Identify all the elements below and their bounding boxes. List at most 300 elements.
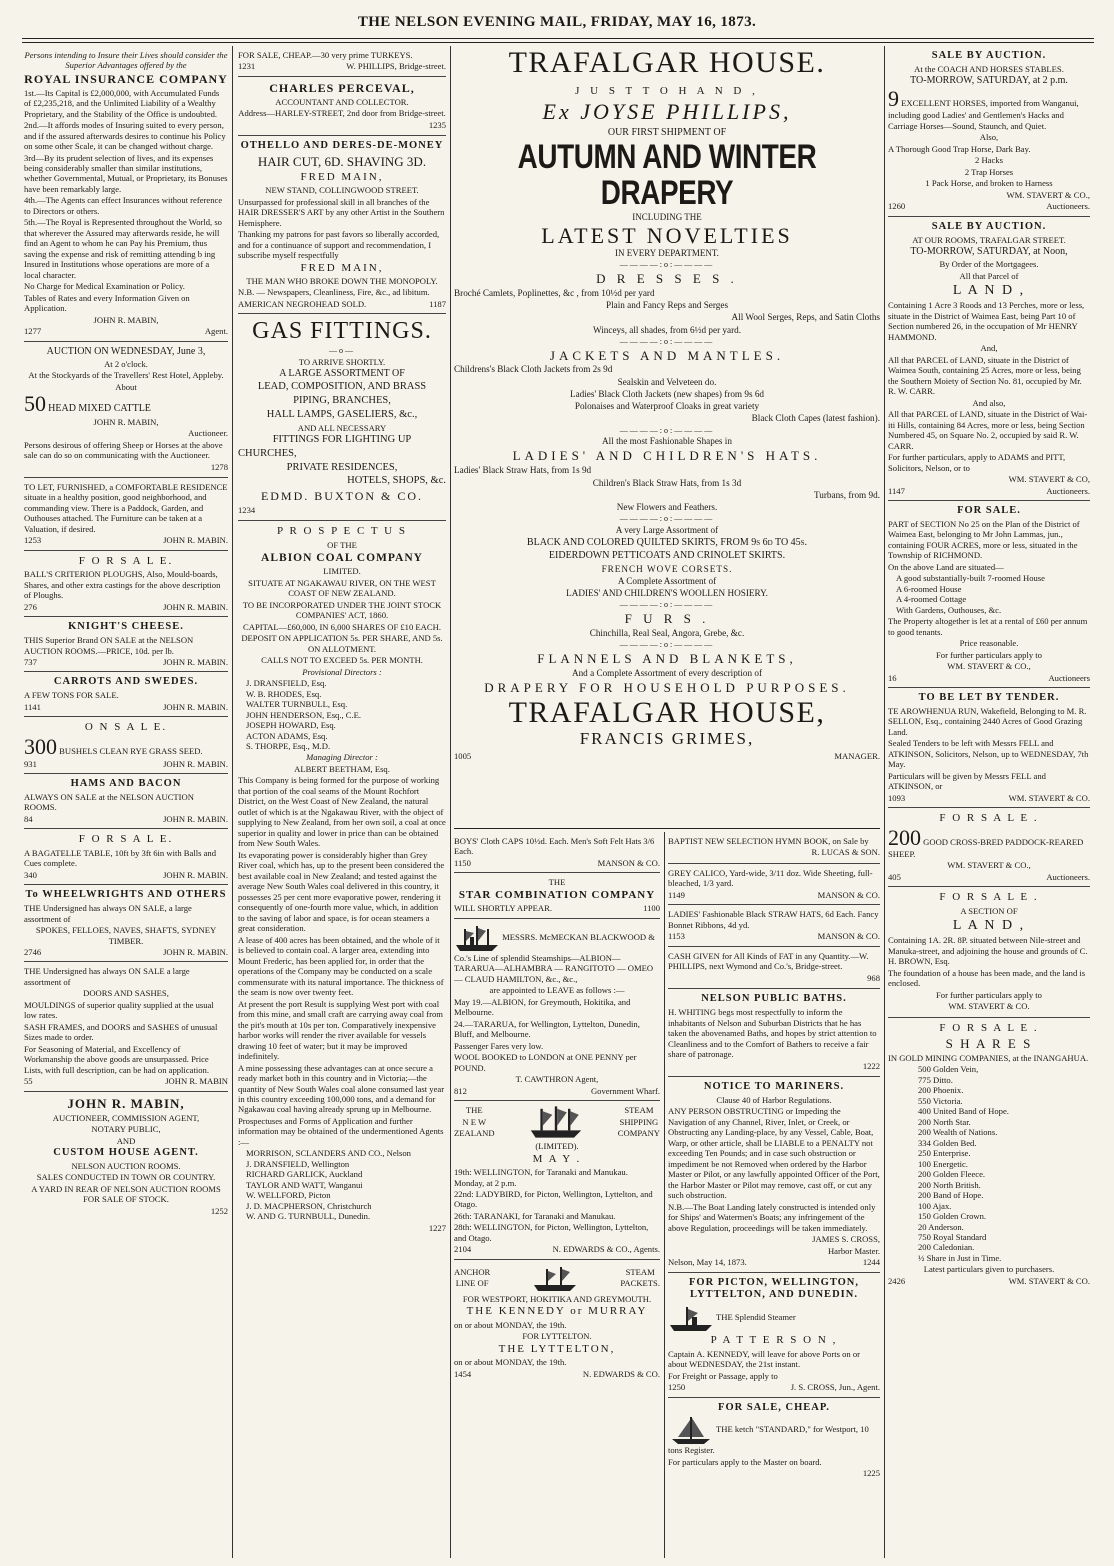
forsale-item: With Gardens, Outhouses, &c.	[896, 604, 1002, 615]
separator: ————:o:————	[619, 425, 715, 435]
gas-line: HOTELS, SHOPS, &c.	[347, 475, 446, 487]
ad-number: 737	[24, 657, 37, 667]
share-item: 750 Royal Standard	[918, 1232, 987, 1242]
turkeys-signer: W. PHILLIPS, Bridge-street.	[346, 61, 446, 72]
prospectus-md-name: ALBERT BEETHAM, Esq.	[294, 763, 390, 774]
ad-number: 55	[24, 1076, 33, 1087]
calico-ad	[668, 864, 880, 905]
forsale-title: FOR SALE.	[957, 505, 1021, 517]
forsale-item: A good substantially-built 7-roomed House	[896, 573, 1045, 584]
tender-text: TE AROWHENUA RUN, Wakefield, Belonging to M. R. SELLON, Esq., containing 2440 Acres of Good Grazing Land.	[888, 705, 1087, 737]
picton-signer: J. S. CROSS, Jun., Agent.	[790, 1382, 880, 1393]
dress-line: Broché Camlets, Poplinettes, &c , from 10½d per yard	[454, 287, 655, 298]
trafalgar-title-2: TRAFALGAR HOUSE,	[508, 695, 826, 729]
ad-number: 1231	[238, 61, 256, 72]
perceval-ad	[238, 77, 446, 136]
ad-number: 1252	[210, 1205, 228, 1216]
hair-name-2: FRED MAIN,	[300, 261, 384, 274]
nz-word: N E W	[462, 1116, 487, 1127]
separator: ————:o:————	[619, 600, 715, 610]
prospectus-para: Prospectuses and Forms of Application and further information may be obtained of the undermentioned Agents :—	[238, 1115, 444, 1147]
insurance-intro: Persons intending to Insure their Lives should consider the Superior Advantages offered by the	[24, 50, 228, 71]
onsale-text: BUSHELS CLEAN RYE GRASS SEED.	[59, 745, 203, 756]
tender-sealed: Sealed Tenders to be left with Messrs FELL and ATKINSON, Solicitors, Nelson, up to WEDNESDAY, 7th May.	[888, 738, 1089, 770]
separator: ————:o:————	[619, 260, 715, 270]
anchor-when: on or about MONDAY, the 19th.	[454, 1319, 567, 1330]
auct1-line: 2 Hacks	[975, 155, 1003, 166]
auction-role: Auctioneer.	[188, 428, 228, 439]
insurance-no-charge: No Charge for Medical Examination or Policy.	[24, 281, 185, 292]
star-the: THE	[548, 877, 566, 888]
hair-motto: THE MAN WHO BROKE DOWN THE MONOPOLY.	[246, 275, 438, 286]
picton-text: THE Splendid Steamer	[716, 1312, 796, 1323]
onsale-count: 300	[24, 733, 57, 759]
hams-signer: JOHN R. MABIN.	[163, 813, 228, 824]
gas-line: AND ALL NECESSARY	[297, 422, 387, 433]
shares-title: F O R S A L E .	[939, 1021, 1039, 1034]
ketch-icon	[668, 1415, 714, 1445]
nz-sailing: 19th: WELLINGTON, for Taranaki and Manukau. Monday, at 2 p.m.	[454, 1167, 628, 1188]
jacket-line: Polonaises and Waterproof Cloaks in great variety	[574, 401, 760, 412]
mabin-line: AUCTIONEER, COMMISSION AGENT,	[52, 1112, 200, 1123]
fat-ad	[668, 947, 880, 989]
jacket-line: Sealskin and Velveteen do.	[617, 376, 717, 387]
cheap-apply: For particulars apply to the Master on board.	[668, 1456, 822, 1467]
tender-particulars: Particulars will be given by Messrs FELL and ATKINSON, or	[888, 770, 1046, 792]
ad-number: 1250	[668, 1382, 686, 1393]
baths-ad	[668, 989, 880, 1077]
ad-number: 812	[454, 1085, 467, 1096]
straw-signer: MANSON & CO.	[817, 931, 880, 942]
perceval-addr: Address—HARLEY-STREET, 2nd door from Bridge-street.	[238, 108, 446, 119]
gas-line: LEAD, COMPOSITION, AND BRASS	[257, 381, 427, 393]
column-5	[888, 46, 1090, 1558]
cheese-text: THIS Superior Brand ON SALE at the NELSON AUCTION ROOMS.—PRICE, 10d. per lb.	[24, 635, 194, 656]
doors-ad	[24, 962, 228, 1091]
to-let-ad	[24, 478, 228, 551]
auction-place: At the Stockyards of the Travellers' Rest Hotel, Appleby.	[28, 370, 224, 381]
ploughs-title: F O R S A L E.	[78, 554, 174, 567]
picton-ship: P A T T E R S O N ,	[710, 1334, 838, 1347]
wheelwrights-ad	[24, 885, 228, 962]
prospectus-md: Managing Director :	[306, 752, 378, 763]
ad-number: 931	[24, 758, 37, 769]
director: W. B. RHODES, Esq.	[246, 688, 322, 699]
ploughs-signer: JOHN R. MABIN.	[163, 601, 228, 612]
prospectus-deposit: DEPOSIT ON APPLICATION 5s. PER SHARE, AND 5s. ON ALLOTMENT.	[241, 633, 443, 654]
mabin-card	[24, 1092, 228, 1222]
ad-number: 16	[888, 672, 897, 683]
mariners-role: Harbor Master.	[827, 1245, 880, 1256]
column-rule	[664, 832, 665, 1558]
prospectus-para: This Company is being formed for the purpose of working that portion of the coal seams of the Mount Rochfort District, on the West Coast of New Zealand, the natural outlet of which is at the Ngakawau River, with the object of supplying to New Zealand, from her own soil, a coal at once superior in quality and lower in price than can be obtained from New South Wales.	[238, 775, 446, 849]
jacket-line: Childrens's Black Cloth Jackets from 2s 9d	[454, 364, 613, 375]
ad-number: 1147	[888, 485, 905, 496]
anchor-for-2: FOR LYTTELTON.	[522, 1331, 592, 1342]
director: ACTON ADAMS, Esq.	[246, 730, 328, 741]
doors-sash: SASH FRAMES, and DOORS and SASHES of unusual Sizes made to order.	[24, 1021, 218, 1043]
column-3b	[668, 832, 880, 1558]
hymn-ad	[668, 832, 880, 864]
tender-title: TO BE LET BY TENDER.	[918, 692, 1060, 704]
mabin-line: SALES CONDUCTED IN TOWN OR COUNTRY.	[36, 1172, 216, 1183]
sheep-role: Auctioneers.	[1046, 871, 1090, 882]
column-3a	[454, 832, 660, 1558]
patterson-ad	[668, 1273, 880, 1398]
carrots-ad	[24, 672, 228, 717]
mabin-line: NELSON AUCTION ROOMS.	[71, 1160, 181, 1171]
mcmeckan-sailing: 24.—TARARUA, for Wellington, Lyttelton, Dunedin, Bluff, and Melbourne.	[454, 1018, 640, 1040]
turkeys-text: FOR SALE, CHEAP.—30 very prime TURKEYS.	[238, 50, 413, 60]
forsale-price: Price reasonable.	[959, 638, 1019, 649]
auct1-line: 1 Pack Horse, and broken to Harness	[925, 178, 1053, 189]
anchor-word: PACKETS.	[620, 1278, 660, 1289]
auction-count: 50	[24, 391, 46, 417]
carrots-text: A FEW TONS FOR SALE.	[24, 690, 119, 701]
hair-title: OTHELLO AND DERES-DE-MONEY	[240, 140, 444, 152]
mcmeckan-ad	[454, 919, 660, 1101]
horse-auction-ad	[888, 46, 1090, 217]
auct2-role: Auctioneers.	[1046, 485, 1090, 496]
section-land: L A N D ,	[952, 918, 1026, 934]
insurance-point: 3rd—By its prudent selection of lives, and its expenses being considerably smaller than similar institutions, whether Governmental, Mutual, or Proprietary, its Bonuses have been remarkably large.	[24, 152, 228, 194]
hams-title: HAMS AND BACON	[70, 778, 182, 790]
shares-list	[888, 1064, 1090, 1263]
auct1-signer: WM. STAVERT & CO.,	[1006, 189, 1090, 200]
mcmeckan-fares: Passenger Fares very low.	[454, 1040, 544, 1051]
share-item: 334 Golden Bed.	[918, 1137, 977, 1148]
straw-hats-ad	[668, 905, 880, 946]
just-to-hand: J U S T T O H A N D ,	[575, 84, 759, 97]
director: WALTER TURNBULL, Esq.	[246, 699, 348, 710]
dresses-heading: D R E S S E S .	[596, 271, 738, 287]
mabin-line: A YARD IN REAR OF NELSON AUCTION ROOMS FOR SALE OF STOCK.	[31, 1183, 221, 1205]
first-shipment: OUR FIRST SHIPMENT OF	[607, 126, 727, 138]
ploughs-text: BALL'S CRITERION PLOUGHS, Also, Mould-boards, Shares, and other extra castings for the above description of Ploughs.	[24, 569, 221, 601]
cheese-signer: JOHN R. MABIN.	[163, 657, 228, 667]
section-a: A SECTION OF	[960, 905, 1018, 916]
jackets-heading: JACKETS AND MANTLES.	[549, 347, 785, 363]
ad-number: 1244	[862, 1257, 880, 1268]
separator: ————:o:————	[619, 640, 715, 650]
ad-number: 1253	[24, 535, 42, 546]
share-item: 500 Golden Vein,	[918, 1064, 979, 1075]
ad-number: 340	[24, 869, 37, 880]
nz-word: SHIPPING	[619, 1116, 659, 1127]
mcmeckan-agent: T. CAWTHRON Agent,	[515, 1074, 599, 1085]
auction-time: At 2 o'clock.	[104, 358, 148, 369]
insurance-point: 1st.—Its Capital is £2,000,000, with Accumulated Funds of £2,235,218, and the Unlimited Liability of a Wealthy Proprietary, and the Stability of the Office is undoubted.	[24, 87, 220, 119]
share-item: 200 Caledonian.	[918, 1242, 975, 1253]
wheel-text: THE Undersigned has always ON SALE, a large assortment of	[24, 903, 192, 924]
auct2-parcel: All that Parcel of	[959, 270, 1019, 281]
section-signer: WM. STAVERT & CO.	[948, 1001, 1030, 1012]
insurance-ad	[24, 46, 228, 342]
calico-text: GREY CALICO, Yard-wide, 3/11 doz. Wide Sheeting, full-bleached, 1/3 yard.	[668, 867, 873, 889]
star-company-ad	[454, 873, 660, 918]
picton-freight: For Freight or Passage, apply to	[668, 1370, 778, 1381]
ad-number: 1187	[429, 298, 446, 309]
share-item: 250 Enterprise.	[918, 1148, 971, 1159]
cheap-title: FOR SALE, CHEAP.	[718, 1401, 830, 1413]
cheap-text: THE ketch "STANDARD," for Westport, 10 tons Register.	[668, 1424, 869, 1456]
auct1-when: TO-MORROW, SATURDAY, at 2 p.m.	[910, 75, 1068, 87]
furs-line: Chinchilla, Real Seal, Angora, Grebe, &c.	[589, 627, 745, 638]
doors-text: THE Undersigned has always ON SALE a large assortment of	[24, 966, 190, 987]
nz-month: M A Y .	[532, 1152, 582, 1165]
auct1-place: At the COACH AND HORSES STABLES.	[914, 63, 1064, 74]
mcmeckan-sailing: May 19.—ALBION, for Greymouth, Hokitika, and Melbourne.	[454, 996, 631, 1018]
latest-novelties: LATEST NOVELTIES	[541, 223, 793, 249]
sheep-title: F O R S A L E .	[939, 812, 1039, 825]
forsale-land: On the above Land are situated—	[888, 561, 1004, 572]
anchor-ship: THE KENNEDY or MURRAY	[466, 1305, 648, 1318]
nz-limited: (LIMITED).	[535, 1141, 579, 1152]
mcmeckan-text: MESSRS. McMECKAN BLACKWOOD & Co.'s Line of splendid Steamships—ALBION—TARARUA—ALHAMBRA — RANGITOTO — OMEO — CLAUD HAMILTON, &c., &c.,	[454, 931, 655, 984]
ad-number: 1222	[862, 1060, 880, 1071]
doors-moulding: MOULDINGS of superior quality supplied at the usual low rates.	[24, 999, 214, 1021]
bagatelle-signer: JOHN R. MABIN.	[163, 869, 228, 880]
sheep-text: GOOD CROSS-BRED PADDOCK-REARED SHEEP.	[888, 836, 1084, 859]
column-2	[238, 46, 446, 1558]
auct2-title: SALE BY AUCTION.	[931, 220, 1047, 232]
prospectus-provisional: Provisional Directors :	[302, 666, 382, 677]
prospectus-of: OF THE	[327, 539, 357, 550]
jacket-line: Black Cloth Capes (latest fashion).	[751, 413, 880, 424]
hat-line: Ladies' Black Straw Hats, from 1s 9d	[454, 465, 592, 476]
sheep-signer: WM. STAVERT & CO.,	[947, 860, 1031, 871]
insurance-point: 2nd.—It affords modes of Insuring suited to every person, and if the assured afterwards desires to continue his Policy on some other Scale, it can be changed without charge.	[24, 120, 226, 152]
auct2-signer: WM. STAVERT & CO,	[1008, 474, 1090, 485]
prospectus-company: ALBION COAL COMPANY	[261, 552, 423, 565]
baths-text: H. WHITING begs most respectfully to inform the inhabitants of Nelson and Suburban Districts that he has taken the abovenamed Baths, and hopes by strict attention to Cleanliness and to the Comfort of Bathers to receive a fair share of patronage.	[668, 1007, 877, 1060]
steamship-icon	[668, 1303, 714, 1333]
manager-label: MANAGER.	[834, 750, 880, 761]
mariners-signer: JAMES S. CROSS,	[812, 1234, 880, 1245]
gas-line: FITTINGS FOR LIGHTING UP	[272, 434, 412, 446]
dress-line: Winceys, all shades, from 6½d per yard.	[592, 324, 742, 335]
ad-number: 1235	[428, 119, 446, 130]
hams-ad	[24, 774, 228, 829]
ad-number: 2746	[24, 946, 42, 957]
skirt-line: EIDERDOWN PETTICOATS AND CRINOLET SKIRTS.	[548, 550, 786, 562]
calico-signer: MANSON & CO.	[817, 889, 880, 900]
shares-latest: Latest particulars given to purchasers.	[923, 1264, 1055, 1275]
anchor-word: ANCHOR	[454, 1266, 491, 1277]
auct2-para: For further particulars, apply to ADAMS and PITT, Solicitors, Nelson, or to	[888, 452, 1066, 473]
steamship-icon	[454, 923, 500, 953]
masthead-rule-2	[22, 42, 1094, 43]
ad-number: 405	[888, 871, 901, 882]
doors-items: DOORS AND SASHES,	[83, 988, 169, 999]
masthead: THE NELSON EVENING MAIL, FRIDAY, MAY 16, 1873.	[357, 14, 757, 30]
bagatelle-title: F O R S A L E.	[78, 833, 174, 846]
turkeys-ad	[238, 46, 446, 77]
mabin-name: JOHN R. MABIN,	[67, 1095, 185, 1111]
nz-sailing: 28th: WELLINGTON, for Picton, Wellington, Lyttelton, and Otago.	[454, 1222, 649, 1243]
cheese-ad	[24, 617, 228, 672]
separator: ————:o:————	[619, 514, 715, 524]
prospectus-inc: TO BE INCORPORATED UNDER THE JOINT STOCK COMPANIES' ACT, 1860.	[242, 599, 442, 621]
forsale-text: PART of SECTION No 25 on the Plan of the District of Waimea East, belonging to Mr John Lammas, jun., containing FOUR ACRES, more or less, situated in the Township of RICHMOND.	[888, 518, 1080, 561]
ad-number: 1149	[668, 889, 685, 900]
agent: J. DRANSFIELD, Wellington	[246, 1158, 350, 1169]
section-sale-ad	[888, 887, 1090, 1017]
skirt-line: A Complete Assortment of	[617, 575, 717, 586]
column-rule	[232, 46, 233, 1558]
auct2-para: Containing 1 Acre 3 Roods and 13 Perches, more or less, situate in the District of Waimea East, being Part 10 of Section numbered 26, in the occupation of Mr HENRY HAMMOND.	[888, 300, 1085, 342]
autumn-drapery: AUTUMN AND WINTER DRAPERY	[517, 137, 817, 212]
share-item: 200 Golden Fleece.	[918, 1169, 986, 1180]
share-item: 100 Energetic.	[918, 1158, 968, 1169]
prospectus-para: A lease of 400 acres has been obtained, and the whole of it is believed to contain coal. A larger area, extending into Mount Frederic, has been applied for, in order that the operations of the Company may be conducted on a scale commensurate with its natural importance. The thickness of the seam is now over twenty feet.	[238, 934, 444, 998]
gas-fittings-ad	[238, 314, 446, 521]
fat-text: CASH GIVEN for All Kinds of FAT in any Quantity.—W. PHILLIPS, next Wymond and Co.'s, Bridge-street.	[668, 950, 869, 972]
onsale-signer: JOHN R. MABIN.	[163, 758, 228, 769]
every-department: IN EVERY DEPARTMENT.	[615, 248, 719, 259]
carrots-signer: JOHN R. MABIN.	[163, 701, 228, 712]
ploughs-ad	[24, 551, 228, 617]
furs-heading: F U R S .	[624, 610, 710, 626]
shares-sale-ad	[888, 1018, 1090, 1291]
trafalgar-house-ad	[454, 46, 880, 832]
agent: MORRISON, SCLANDERS AND CO., Nelson	[246, 1148, 411, 1159]
insurance-company: ROYAL INSURANCE COMPANY	[24, 71, 228, 86]
doors-season: For Seasoning of Material, and Excellency of Workmanship the above goods are unsurpassed. Price Lists, with full description, can be had on application.	[24, 1043, 209, 1075]
prospectus-para: Its evaporating power is considerably higher than Grey River coal, which has, up to the present been considered the best available coal in New Zealand; and tested against the average New South Wales coal delivered in this country, it possesses 25 per cent more evaporative power, rendering it consequently of one-fourth more value, which, in addition to the saving of labor and space, is for ocean steamers a great consideration.	[238, 849, 445, 934]
ad-number: 1278	[210, 461, 228, 472]
mariners-notice	[668, 1077, 880, 1273]
trafalgar-title: TRAFALGAR HOUSE.	[508, 46, 826, 79]
mariners-date: Nelson, May 14, 1873.	[668, 1257, 747, 1268]
section-apply: For further particulars apply to	[936, 989, 1042, 1000]
share-item: 200 Band of Hope.	[918, 1190, 984, 1201]
rye-grass-ad	[24, 717, 228, 774]
skirt-line: FRENCH WOVE CORSETS.	[601, 563, 733, 574]
gas-arrive: TO ARRIVE SHORTLY.	[298, 356, 386, 367]
insurance-signer: JOHN R. MABIN,	[93, 314, 159, 325]
mariners-text: ANY PERSON OBSTRUCTING or Impeding the Navigation of any Channel, River, Inlet, or Creek, or Obstructing any Landing-place, by any Vessel, Cable, Boat, Warp, or other article, shall be LIABLE to a PENALTY not exceeding Ten Pounds; and in case such obstruction or impediment be not Removed when ordered by the Harbor Master or Pilot, or any lawfully appointed Officer of the Port, the Harbor Master or Pilot may remove, cast off, or cut any such obstruction.	[668, 1106, 880, 1201]
mabin-line: AND	[116, 1135, 136, 1146]
auct1-title: SALE BY AUCTION.	[931, 50, 1047, 61]
cattle-auction-ad	[24, 342, 228, 478]
auct2-order: By Order of the Mortgagees.	[939, 259, 1039, 270]
caps-ad	[454, 832, 660, 873]
agent: W. AND G. TURNBULL, Dunedin.	[246, 1211, 371, 1222]
anchor-agents: N. EDWARDS & CO.	[582, 1368, 660, 1379]
shares-text: IN GOLD MINING COMPANIES, at the INANGAHUA.	[888, 1052, 1089, 1063]
onsale-title: O N S A L E.	[84, 721, 168, 734]
share-item: 200 Wealth of Nations.	[918, 1127, 998, 1138]
auction-about: About	[115, 381, 137, 392]
ad-number: 1150	[454, 857, 471, 868]
auct1-line: A Thorough Good Trap Horse, Dark Bay.	[888, 143, 1031, 154]
prospectus-title: P R O S P E C T U S	[276, 525, 407, 538]
forsale-item: A 4-roomed Cottage	[896, 594, 967, 605]
prospectus-limited: LIMITED.	[323, 566, 361, 577]
hat-line: New Flowers and Feathers.	[616, 502, 718, 512]
auct1-line: 2 Trap Horses	[964, 166, 1014, 177]
mabin-line: CUSTOM HOUSE AGENT.	[53, 1147, 199, 1159]
nz-agents: N. EDWARDS & CO., Agents.	[552, 1244, 660, 1255]
ad-number: 1227	[428, 1222, 446, 1233]
assortment-line: And a Complete Assortment of every description of	[571, 667, 763, 678]
agents-list	[238, 1148, 446, 1221]
auction-desc: HEAD MIXED CATTLE	[48, 403, 151, 415]
ad-number: 1093	[888, 792, 906, 803]
hymn-signer: R. LUCAS & SON.	[811, 847, 880, 858]
forsale-signer: WM. STAVERT & CO.,	[947, 661, 1031, 672]
share-item: 775 Ditto.	[918, 1074, 953, 1085]
auct2-para: And,	[980, 343, 998, 354]
shares-heading: S H A R E S	[945, 1035, 1033, 1051]
section-found: The foundation of a house has been made, and the land is enclosed.	[888, 967, 1086, 989]
richmond-sale-ad	[888, 501, 1090, 688]
land-auction-ad	[888, 217, 1090, 501]
doors-signer: JOHN R. MABIN	[165, 1076, 228, 1087]
anchor-when-2: on or about MONDAY, the 19th.	[454, 1357, 567, 1368]
hairdresser-ad	[238, 136, 446, 314]
share-item: 200 Phoenix.	[918, 1085, 964, 1096]
ad-number: 1260	[888, 201, 906, 212]
auct1-role: Auctioneers.	[1046, 201, 1090, 212]
hair-nb: N.B. — Newspapers, Cleanliness, Fire, &c., ad libitum.	[238, 287, 430, 298]
hams-text: ALWAYS ON SALE at the NELSON AUCTION ROOMS.	[24, 791, 194, 813]
auct1-also: Also,	[979, 132, 999, 143]
nz-shipping-ad	[454, 1101, 660, 1260]
jacket-line: Ladies' Black Cloth Jackets (new shapes) from 9s 6d	[569, 388, 765, 399]
share-item: 550 Victoria.	[918, 1095, 963, 1106]
gas-line: A LARGE ASSORTMENT OF	[279, 367, 405, 379]
ad-number: 1277	[24, 326, 42, 337]
forsale-apply: For further particulars apply to	[936, 649, 1042, 660]
shapes-line: All the most Fashionable Shapes in	[602, 436, 732, 447]
nz-word: COMPANY	[617, 1128, 660, 1139]
nz-sailing: 26th: TARANAKI, for Taranaki and Manukau.	[454, 1210, 616, 1221]
agent: W. WELLFORD, Picton	[246, 1190, 331, 1201]
including: INCLUDING THE	[632, 212, 702, 223]
separator: —o—	[329, 345, 355, 355]
carrots-title: CARROTS AND SWEDES.	[53, 676, 199, 688]
sheep-sale-ad	[888, 808, 1090, 887]
hymn-text: BAPTIST NEW SELECTION HYMN BOOK, on Sale by	[668, 836, 869, 846]
hat-line: Turbans, from 9d.	[813, 489, 880, 500]
wheel-title: To WHEELWRIGHTS AND OTHERS	[25, 889, 227, 901]
column-rule	[884, 46, 885, 1558]
anchor-line-ad	[454, 1260, 660, 1383]
gas-name: EDMD. BUXTON & CO.	[260, 489, 424, 504]
anchor-word: STEAM	[625, 1266, 655, 1277]
auct2-place: AT OUR ROOMS, TRAFALGAR STREET.	[912, 234, 1066, 245]
director: S. THORPE, Esq., M.D.	[246, 741, 331, 751]
hat-line: Children's Black Straw Hats, from 1s 3d	[592, 477, 742, 488]
drapery-heading: DRAPERY FOR HOUSEHOLD PURPOSES.	[484, 679, 850, 695]
straw-text: LADIES' Fashionable Black STRAW HATS, 6d Each. Fancy Bonnet Ribbons, 4d yd.	[668, 909, 879, 930]
director: J. DRANSFIELD, Esq.	[246, 678, 327, 689]
ad-number: 1005	[454, 750, 472, 761]
share-item: ½ Share in Just in Time.	[918, 1252, 1002, 1263]
nz-word: ZEALAND	[454, 1128, 495, 1139]
share-item: 200 North British.	[918, 1179, 981, 1190]
nz-sailing: 22nd: LADYBIRD, for Picton, Wellington, Lyttelton, and Otago.	[454, 1188, 653, 1210]
share-item: 200 North Star.	[918, 1116, 971, 1127]
star-appear: WILL SHORTLY APPEAR.	[454, 903, 553, 914]
forsale-items	[888, 573, 1090, 615]
anchor-word: LINE OF	[455, 1278, 489, 1289]
to-let-text: TO LET, FURNISHED, a COMFORTABLE RESIDENCE situate in a healthy position, good neighborhood, and commanding view. There is a Paddock, Garden, and Outhouses attached. The Furniture can be taken at a Valuation, if desired.	[24, 481, 228, 534]
owner-name: FRANCIS GRIMES,	[579, 729, 755, 749]
skirt-line: A very Large Assortment of	[615, 524, 719, 535]
